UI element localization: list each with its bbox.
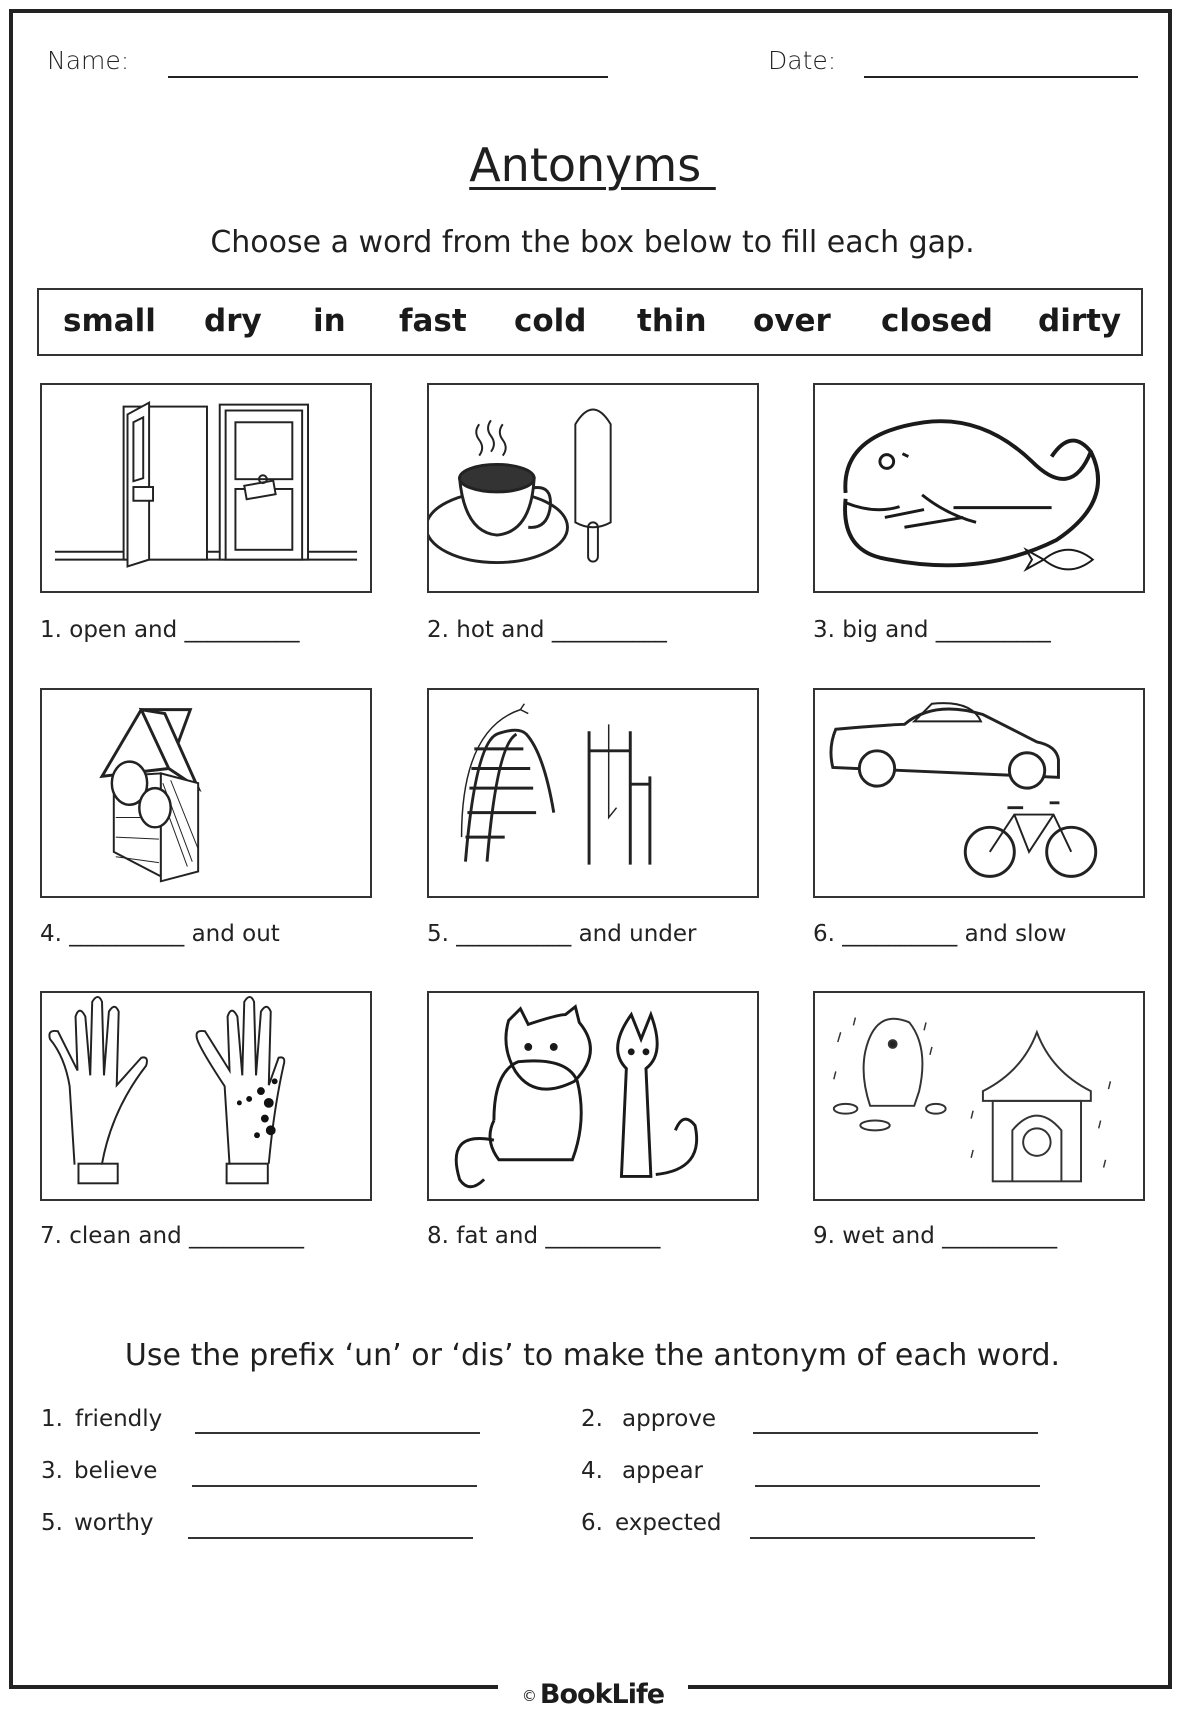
whale-and-fish-icon <box>815 385 1143 591</box>
caption-4: 4. __________ and out <box>40 921 280 947</box>
climbing-frame-icon <box>429 690 757 896</box>
picture-big-small <box>813 383 1145 593</box>
prefix-item-number: 4. <box>581 1458 603 1484</box>
prefix-item-word: believe <box>74 1458 158 1484</box>
caption-7: 7. clean and __________ <box>40 1223 305 1249</box>
prefix-item-word: expected <box>615 1510 722 1536</box>
caption-3: 3. big and __________ <box>813 617 1051 643</box>
prefix-answer-line-4[interactable] <box>755 1485 1040 1487</box>
instruction-prefix: Use the prefix ‘un’ or ‘dis’ to make the antonym of each word. <box>124 1338 1061 1373</box>
prefix-answer-line-6[interactable] <box>750 1537 1035 1539</box>
prefix-item-number: 6. <box>581 1510 603 1536</box>
word-bank-item: cold <box>514 303 587 339</box>
caption-6: 6. __________ and slow <box>813 921 1067 947</box>
caption-5: 5. __________ and under <box>427 921 697 947</box>
instruction-fill-gap: Choose a word from the box below to fill each gap. <box>210 225 975 260</box>
page-title-wrap <box>0 138 1185 192</box>
date-label: Date: <box>768 46 837 75</box>
caption-9: 9. wet and __________ <box>813 1223 1058 1249</box>
cats-icon <box>429 993 757 1199</box>
prefix-item-word: friendly <box>75 1406 163 1432</box>
coffee-and-ice-lolly-icon <box>429 385 757 591</box>
caption-8: 8. fat and __________ <box>427 1223 661 1249</box>
word-bank-box <box>37 288 1143 356</box>
car-and-bicycle-icon <box>815 690 1143 896</box>
name-label: Name: <box>47 46 130 75</box>
prefix-item-word: worthy <box>74 1510 154 1536</box>
birdhouse-icon <box>42 690 370 896</box>
prefix-answer-line-2[interactable] <box>753 1432 1038 1434</box>
prefix-answer-line-1[interactable] <box>195 1432 480 1434</box>
name-field-line[interactable] <box>168 76 608 78</box>
picture-fast-slow <box>813 688 1145 898</box>
word-bank-item: in <box>313 303 346 339</box>
word-bank-item: small <box>63 303 156 339</box>
doors-illustration-icon <box>42 385 370 591</box>
word-bank-item: thin <box>637 303 707 339</box>
picture-wet-dry <box>813 991 1145 1201</box>
word-bank-item: dry <box>204 303 262 339</box>
wet-dog-and-kennel-icon <box>815 993 1143 1199</box>
prefix-item-number: 3. <box>41 1458 63 1484</box>
prefix-item-word: approve <box>622 1406 717 1432</box>
picture-doors <box>40 383 372 593</box>
date-field-line[interactable] <box>864 76 1138 78</box>
word-bank-item: fast <box>399 303 467 339</box>
prefix-item-number: 2. <box>581 1406 603 1432</box>
prefix-answer-line-3[interactable] <box>192 1485 477 1487</box>
prefix-answer-line-5[interactable] <box>188 1537 473 1539</box>
picture-over-under <box>427 688 759 898</box>
prefix-item-number: 5. <box>41 1510 63 1536</box>
word-bank-item: over <box>753 303 831 339</box>
booklife-logo: BookLife <box>539 1678 665 1710</box>
caption-2: 2. hot and __________ <box>427 617 667 643</box>
copyright-icon: © <box>521 1687 537 1705</box>
footer-brand <box>500 1676 686 1712</box>
picture-hot-cold <box>427 383 759 593</box>
word-bank-item: dirty <box>1038 303 1122 339</box>
picture-in-out <box>40 688 372 898</box>
picture-fat-thin <box>427 991 759 1201</box>
word-bank-item: closed <box>881 303 993 339</box>
page-title: Antonyms <box>469 138 716 192</box>
prefix-item-number: 1. <box>41 1406 63 1432</box>
picture-clean-dirty <box>40 991 372 1201</box>
prefix-item-word: appear <box>622 1458 703 1484</box>
hands-icon <box>42 993 370 1199</box>
caption-1: 1. open and __________ <box>40 617 300 643</box>
